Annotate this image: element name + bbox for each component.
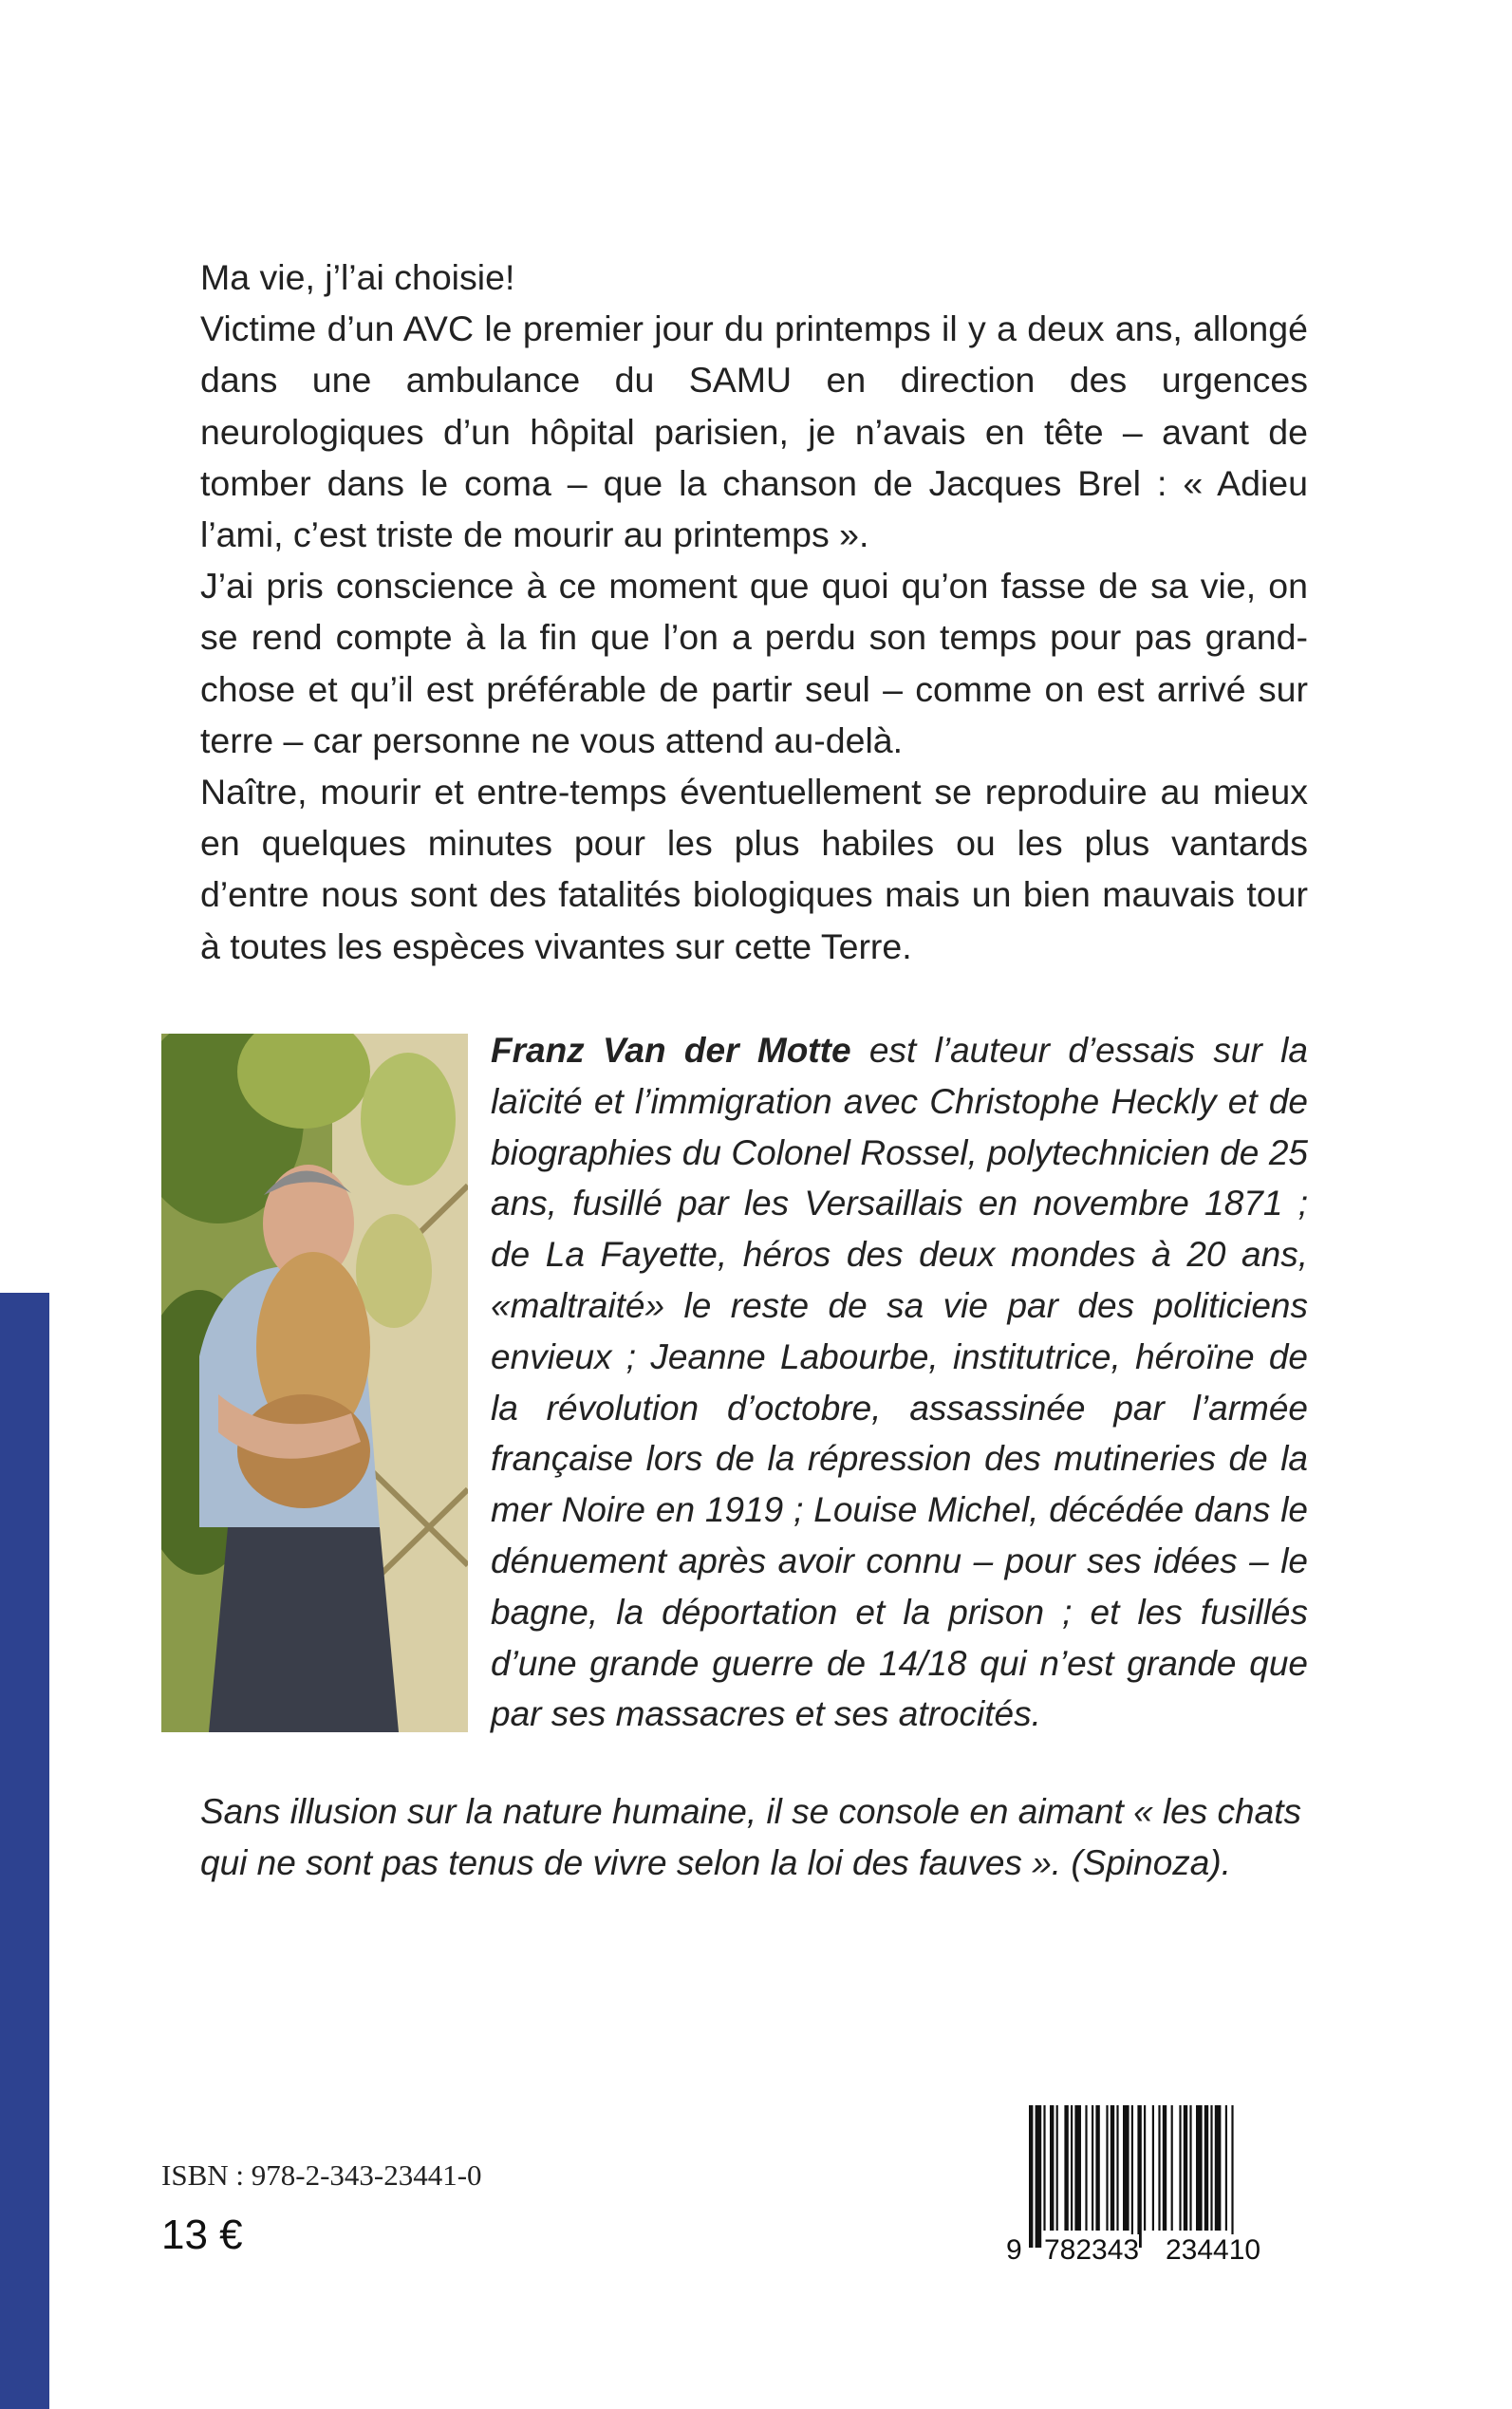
barcode-bar [1043,2105,1045,2231]
barcode-bar [1071,2105,1073,2231]
barcode-bar [1171,2105,1173,2231]
barcode-bar [1074,2105,1081,2231]
barcode-bar [1231,2105,1233,2248]
barcode-bar [1064,2105,1068,2231]
barcode-bar [1036,2105,1042,2248]
barcode-bar [1137,2105,1141,2248]
barcode-bar [1131,2105,1133,2248]
barcode-bar [1111,2105,1114,2231]
barcode [1006,2105,1291,2267]
barcode-digits-left: 782343 [1044,2234,1140,2266]
barcode-bar [1179,2105,1181,2231]
barcode-bar [1106,2105,1108,2231]
barcode-bar [1215,2105,1222,2231]
price-label: 13 € [161,2212,243,2258]
barcode-digit-first: 9 [1006,2234,1022,2266]
barcode-bar [1204,2105,1208,2231]
barcode-bar [1210,2105,1212,2231]
intro-paragraph-1: Ma vie, j’l’ai choisie! [200,257,515,297]
barcode-bar [1163,2105,1167,2231]
barcode-bar [1184,2105,1187,2231]
barcode-bar [1123,2105,1129,2231]
intro-text [200,252,1308,972]
barcode-bar [1152,2105,1154,2231]
barcode-bar [1225,2105,1227,2231]
barcode-digits-right: 234410 [1166,2234,1261,2266]
barcode-bar [1085,2105,1087,2231]
isbn-label: ISBN : 978-2-343-23441-0 [161,2158,482,2192]
author-photo [161,1034,468,1732]
intro-paragraph-3: J’ai pris conscience à ce moment que quoi qu’on fasse de sa vie, on se rend compte à la fin que l’on a perdu son temps pour pas grand-chose et qu’il est préférable de partir seul – comme on est arrivé sur terre – car personne ne vous attend au-delà. [200,566,1308,760]
barcode-bar [1116,2105,1118,2231]
barcode-bar [1092,2105,1093,2231]
intro-paragraph-4: Naître, mourir et entre-temps éventuellement se reproduire au mieux en quelques minutes pour les plus habiles ou les plus vantards d’entre nous sont des fatalités biologiques mais un bien mauvais tour à toutes les espèces vivantes sur cette Terre. [200,772,1308,966]
bio-text: est l’auteur d’essais sur la laïcité et l’immigration avec Christophe Heckly et de biographies du Colonel Rossel, polytechnicien de 25 ans, fusillé par les Versaillais en novembre 1871 ; de La Fayette, héros des deux mondes à 20 ans, «maltraité» le reste de sa vie par des politiciens envieux ; Jeanne Labourbe, institutrice, héroïne de la révolution d’octobre, assassinée par l’armée française lors de la répression des mutineries de la mer Noire en 1919 ; Louise Michel, décédée dans le dénuement après avoir connu – pour ses idées – le bagne, la déportation et la prison ; et les fusillés d’une grande guerre de 14/18 qui n’est grande que par ses massacres et ses atrocités. [491,1031,1308,1734]
barcode-bar [1189,2105,1191,2231]
barcode-bar [1095,2105,1099,2231]
barcode-bar [1158,2105,1160,2231]
blue-side-bar [0,1293,49,2409]
barcode-bars [1006,2105,1291,2248]
barcode-bar [1196,2105,1203,2231]
intro-paragraph-2: Victime d’un AVC le premier jour du printemps il y a deux ans, allongé dans une ambulance du SAMU en direction des urgences neurologiques d’un hôpital parisien, je n’avais en tête – avant de tomber dans le coma – que la chanson de Jacques Brel : « Adieu l’ami, c’est triste de mourir au printemps ». [200,308,1308,555]
barcode-bar [1050,2105,1054,2231]
author-name: Franz Van der Motte [491,1031,851,1070]
closing-quote: Sans illusion sur la nature humaine, il se console en aimant « les chats qui ne sont pas tenus de vivre selon la loi des fauves ». (Spinoza). [200,1792,1301,1882]
author-bio [491,1025,1308,1740]
barcode-bar [1029,2105,1033,2248]
barcode-bar [1144,2105,1146,2231]
barcode-bar [1056,2105,1058,2231]
